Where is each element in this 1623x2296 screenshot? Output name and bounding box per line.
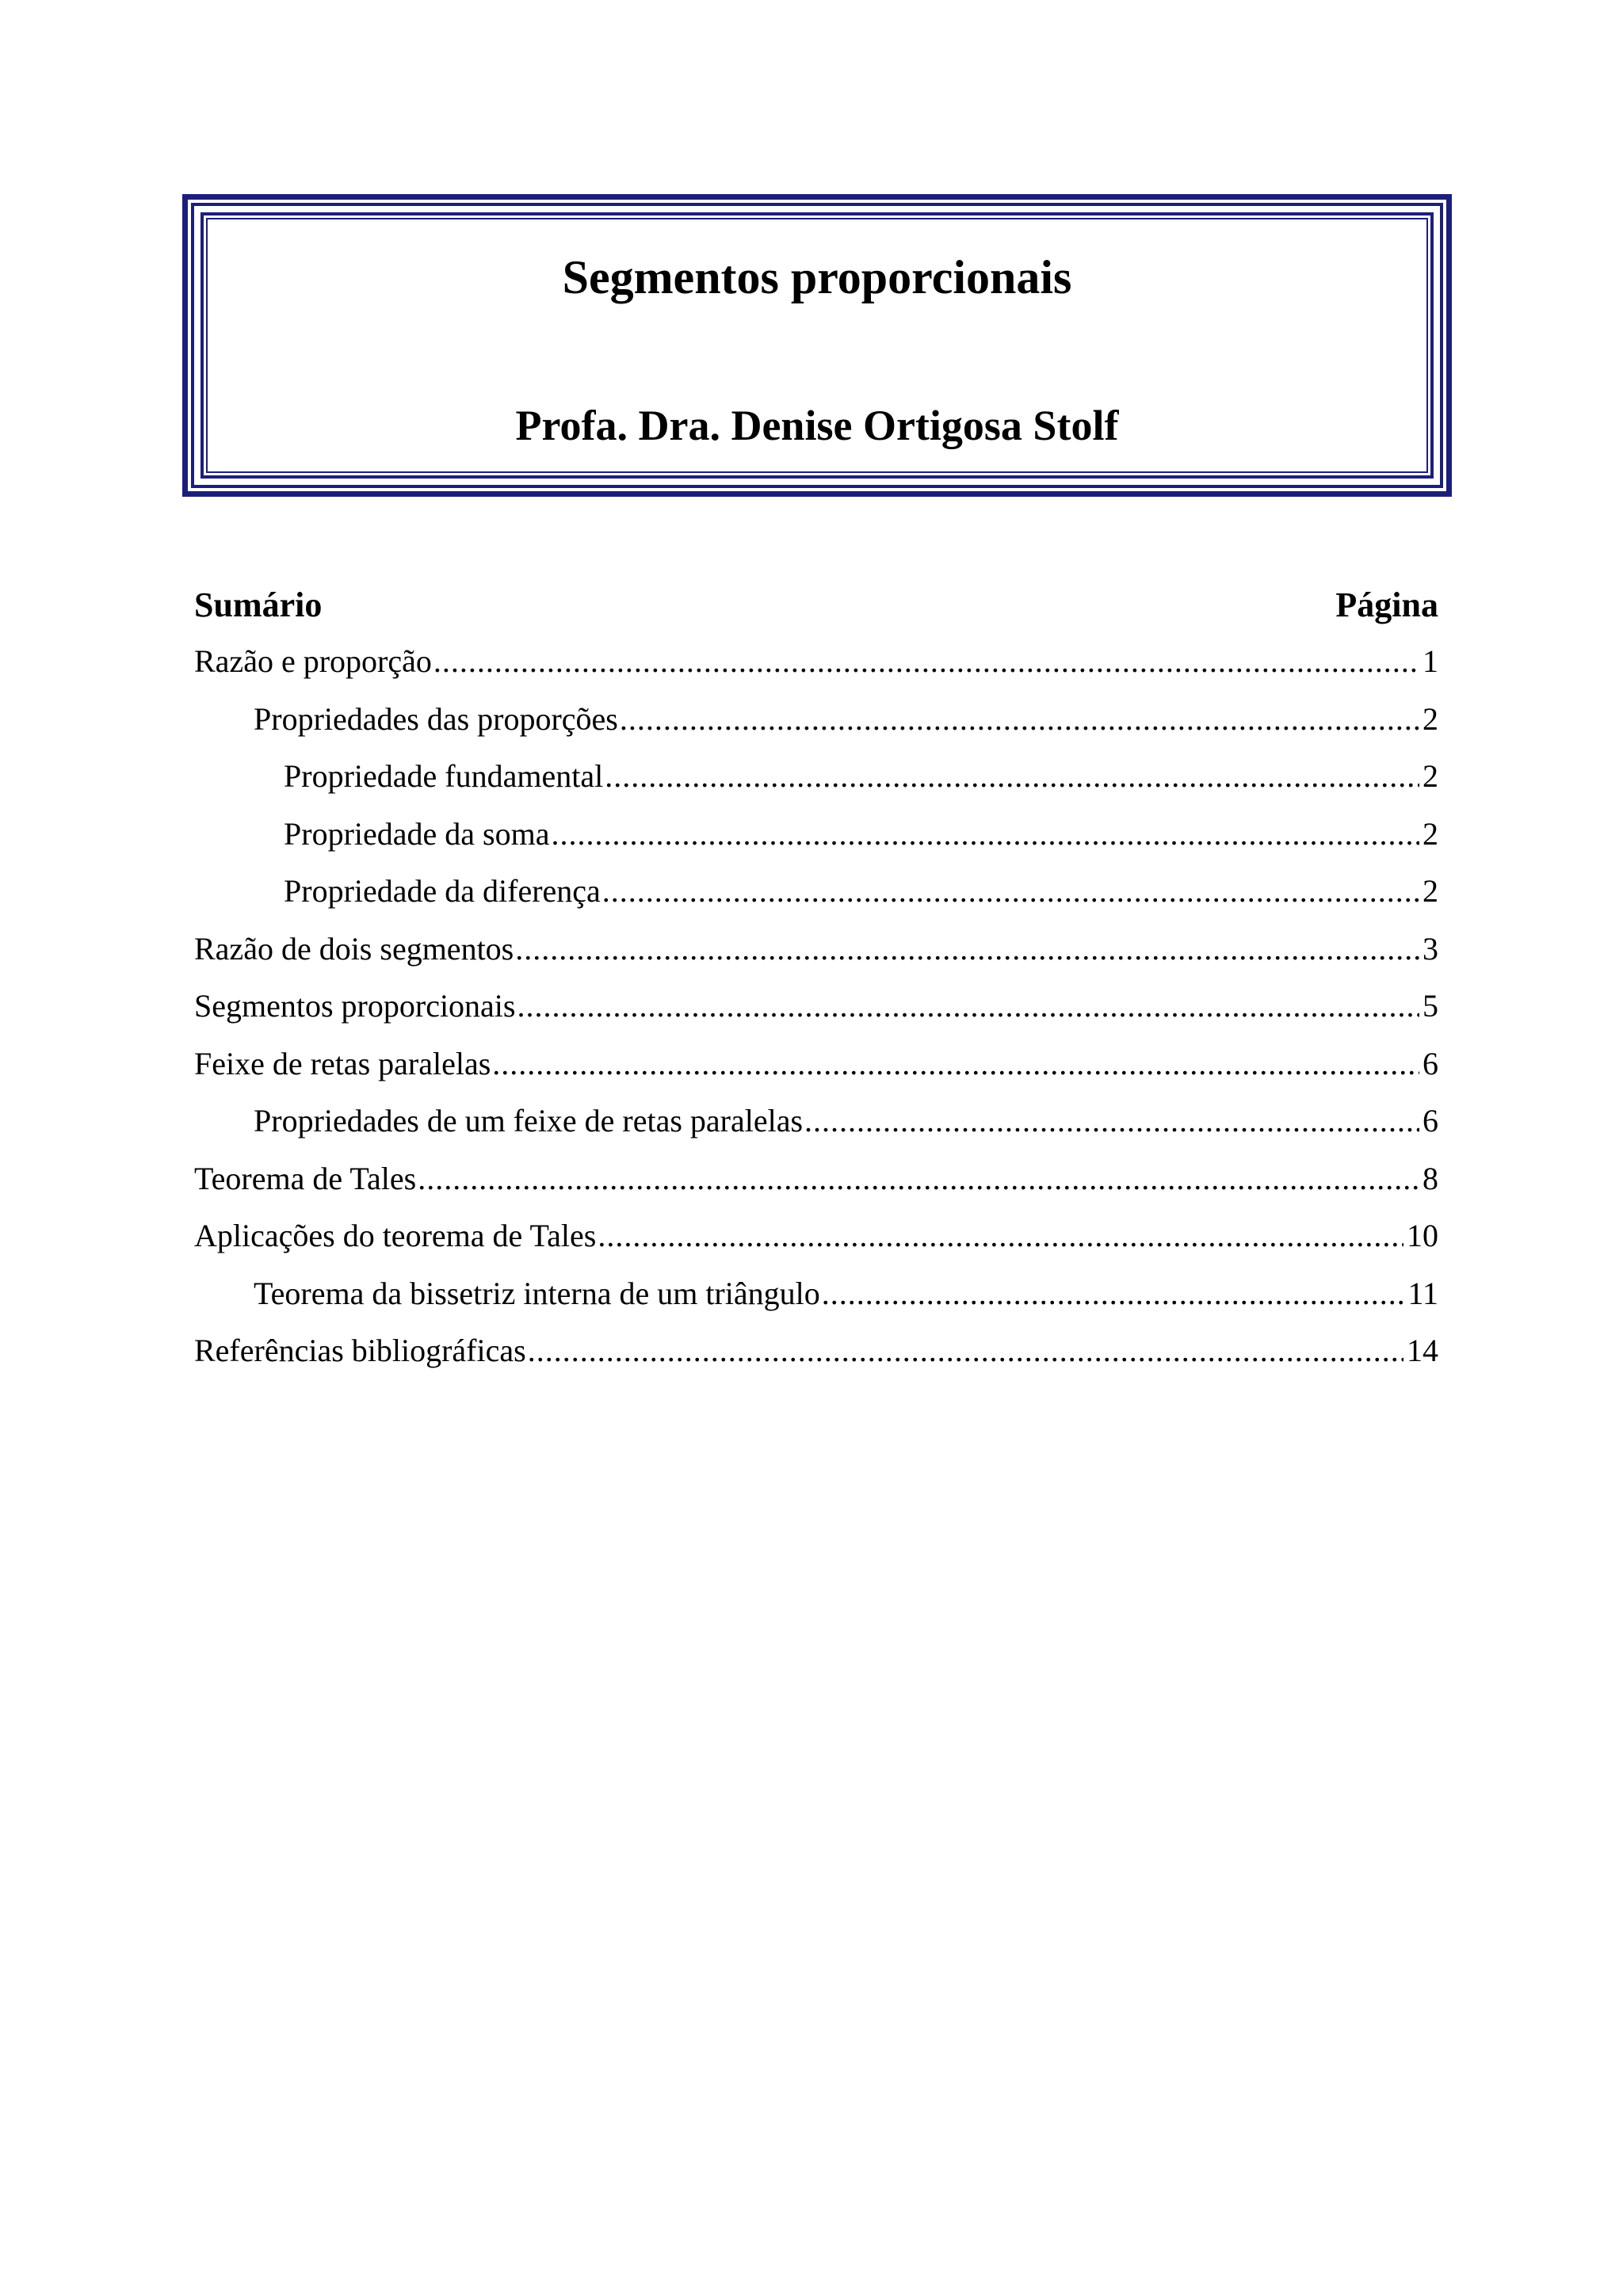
toc-entry[interactable] (194, 1331, 1438, 1389)
toc-entry-page: 2 (1423, 873, 1438, 909)
toc-entry-page: 5 (1423, 988, 1438, 1024)
toc-entry-page: 3 (1423, 930, 1438, 967)
toc-entry[interactable] (194, 757, 1438, 814)
toc-heading: Sumário (194, 585, 323, 624)
toc-entry[interactable] (194, 1274, 1438, 1332)
toc-entry-label: Propriedades de um feixe de retas paralelas (254, 1103, 804, 1138)
toc-entry-page: 2 (1423, 815, 1438, 852)
dot-leader (605, 757, 1419, 796)
toc-entry-page: 2 (1423, 700, 1438, 737)
dot-leader (804, 1101, 1419, 1141)
toc-entry[interactable] (194, 1101, 1438, 1159)
toc-entry-label: Razão de dois segmentos (194, 930, 514, 967)
document-title: Segmentos proporcionais (562, 251, 1072, 303)
toc-entry[interactable] (194, 1216, 1438, 1274)
toc-entry-label: Teorema de Tales (194, 1160, 417, 1196)
toc-entry-label: Propriedade da diferença (284, 873, 601, 909)
toc-header (194, 583, 1438, 627)
dot-leader (515, 929, 1419, 969)
toc-entry-label: Propriedade fundamental (284, 758, 604, 794)
toc-entry[interactable] (194, 1044, 1438, 1102)
toc-entry-page: 6 (1423, 1103, 1438, 1138)
toc-entry-label: Propriedade da soma (284, 815, 550, 852)
dot-leader (418, 1159, 1419, 1199)
toc-entry-page: 6 (1423, 1045, 1438, 1081)
dot-leader (517, 986, 1420, 1026)
title-frame (182, 194, 1452, 497)
toc-entry-label: Aplicações do teorema de Tales (194, 1218, 597, 1253)
toc-entry[interactable] (194, 700, 1438, 757)
dot-leader (492, 1044, 1419, 1084)
dot-leader (598, 1216, 1403, 1256)
dot-leader (602, 871, 1419, 911)
toc-entry-label: Segmentos proporcionais (194, 988, 516, 1024)
toc-entry-page: 8 (1423, 1160, 1438, 1196)
toc-entry[interactable] (194, 642, 1438, 700)
toc-entry[interactable] (194, 1159, 1438, 1217)
document-author: Profa. Dra. Denise Ortigosa Stolf (515, 402, 1119, 449)
toc-entry-page: 10 (1407, 1218, 1438, 1253)
toc-entry[interactable] (194, 929, 1438, 987)
dot-leader (620, 700, 1419, 739)
toc-entry-page: 2 (1423, 758, 1438, 794)
toc-entry[interactable] (194, 986, 1438, 1044)
toc-entry-page: 1 (1423, 643, 1438, 679)
toc-entry-page: 11 (1407, 1275, 1438, 1311)
toc-page-heading: Página (1335, 585, 1438, 624)
dot-leader (551, 814, 1419, 854)
toc-entry-page: 14 (1407, 1333, 1438, 1368)
toc-entry-label: Referências bibliográficas (194, 1333, 526, 1368)
toc-entry-label: Feixe de retas paralelas (194, 1045, 491, 1081)
dot-leader (433, 642, 1419, 681)
toc-entry-label: Teorema da bissetriz interna de um triângulo (254, 1275, 820, 1311)
dot-leader (528, 1331, 1403, 1371)
toc-entry-label: Propriedades das proporções (254, 700, 618, 737)
toc-entry[interactable] (194, 814, 1438, 872)
toc-entry[interactable] (194, 871, 1438, 929)
table-of-contents (194, 642, 1438, 1389)
toc-entry-label: Razão e proporção (194, 643, 432, 679)
dot-leader (822, 1274, 1405, 1314)
